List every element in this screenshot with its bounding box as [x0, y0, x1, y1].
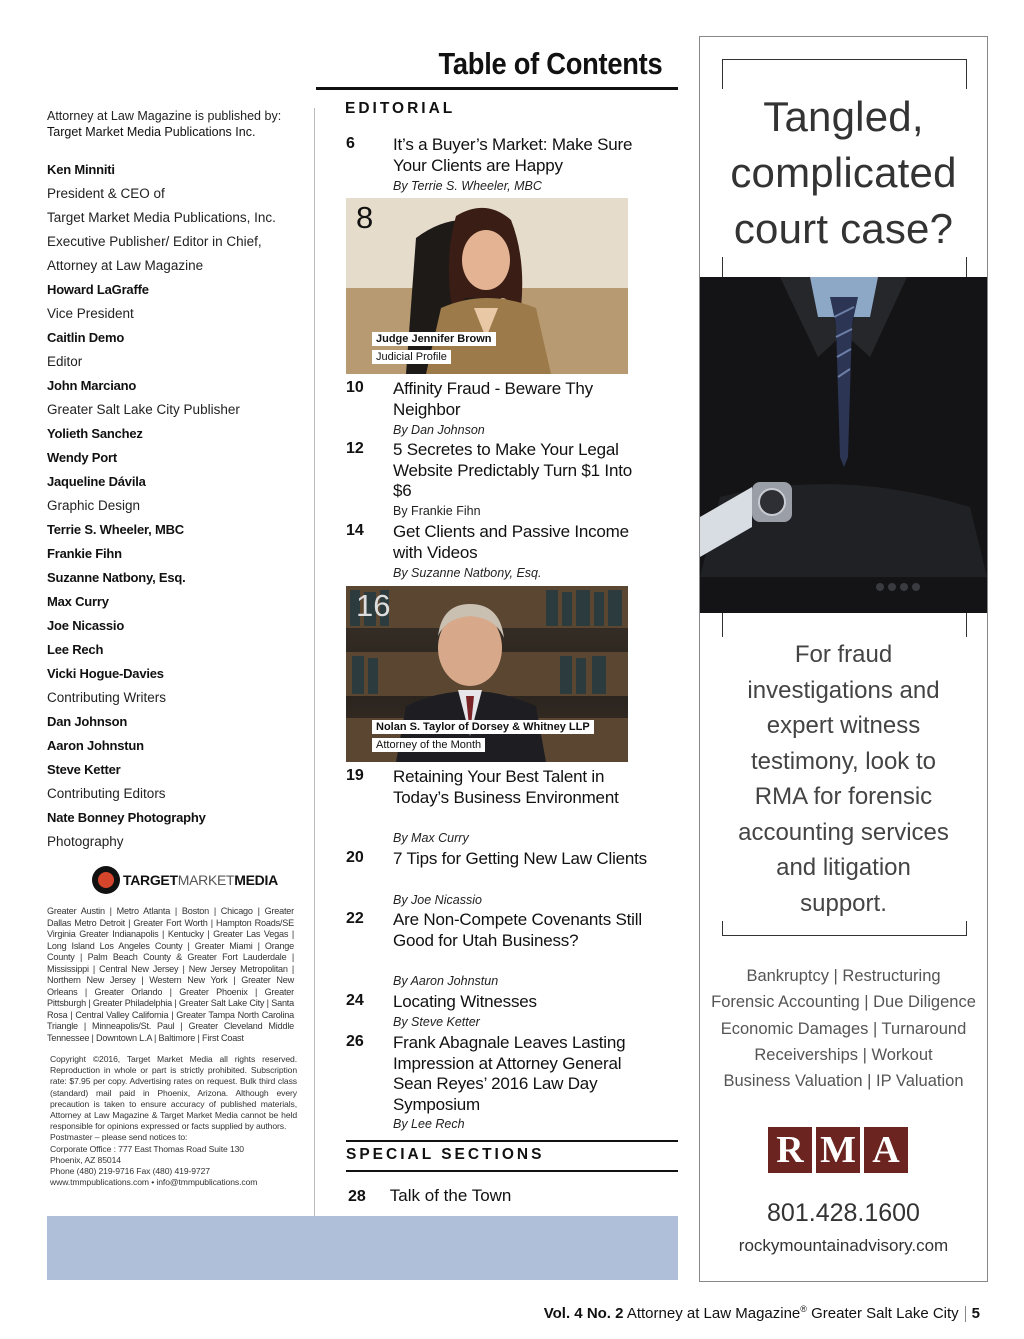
feature-caption-name: Nolan S. Taylor of Dorsey & Whitney LLP: [372, 720, 594, 734]
ad-service-line: Economic Damages | Turnaround: [720, 1019, 967, 1038]
article-title: Are Non-Compete Covenants Still Good for Utah Business?: [393, 910, 642, 950]
publisher-name: Target Market Media Publications Inc.: [47, 125, 256, 139]
staff-name: Steve Ketter: [47, 762, 121, 777]
staff-role: Vice President: [47, 306, 134, 321]
staff-name: Howard LaGraffe: [47, 282, 149, 297]
column-divider: [314, 108, 315, 1216]
ad-body-line: For fraud: [794, 641, 893, 668]
article-author: By Suzanne Natbony, Esq.: [393, 566, 542, 580]
markets-list: Greater Austin | Metro Atlanta | Boston | Chicago | Greater Dallas Metro Detroit | Greater Fort Worth | Hampton Roads/SE Virginia Greater Indianapolis | Kentucky | Greater Las Vegas | Long Island Los Angeles County | Greater Miami | Orange County | Palm Beach County & Greater Fort Lauderdale | Mississippi | Central New Jersey | New Jersey Metropolitan | Northern New Jersey | Western New York | Greater New Orleans | Greater Orlando | Greater Phoenix | Greater Pittsburgh | Greater Philadelphia | Greater Salt Lake City | Santa Rosa | Central Valley California | Greater Tampa North Carolina Triangle | Minneapolis/St. Paul | Greater Cleveland Middle Tennessee | Downtown L.A | Baltimore | First Coast: [47, 906, 294, 1043]
ad-service-line: Business Valuation | IP Valuation: [723, 1072, 964, 1091]
staff-name: Aaron Johnstun: [47, 738, 144, 753]
ad-body-line: accounting services: [738, 818, 949, 846]
special-sections-heading: SPECIAL SECTIONS: [346, 1146, 545, 1163]
article-author: By Joe Nicassio: [393, 893, 482, 907]
staff-role: President & CEO of: [47, 186, 165, 201]
article-title: It’s a Buyer’s Market: Make Sure Your Clients are Happy: [393, 135, 633, 175]
article-title: Affinity Fraud - Beware Thy Neighbor: [393, 379, 593, 419]
copyright-text: Copyright ©2016, Target Market Media all rights reserved. Reproduction in whole or part is strictly prohibited. Subscription rate: $7.95 per copy. Advertising rates on request. Bulk third class (standard) mail paid in Phoenix, Arizona. Although every precaution is taken to ensure accuracy of published materials, Attorney at Law Magazine & Target Market Media cannot be held responsible for opinions expressed or facts supplied by authors.: [50, 1054, 297, 1132]
page-number: 10: [346, 379, 364, 396]
staff-role: Greater Salt Lake City Publisher: [47, 402, 240, 417]
ad-body: [700, 637, 987, 921]
staff-name: Frankie Fihn: [47, 546, 122, 561]
special-sections-rule-bottom: [346, 1170, 678, 1172]
footer-separator: [965, 1306, 966, 1322]
article-title: 5 Secretes to Make Your Legal Website Predictably Turn $1 Into $6: [393, 440, 632, 500]
feature-page-number: 16: [356, 588, 391, 623]
rma-logo: [768, 1127, 908, 1173]
logo-mark-icon: [92, 866, 120, 894]
target-market-media-logo: [92, 866, 278, 894]
special-sections-rule-top: [346, 1140, 678, 1142]
staff-role: Contributing Editors: [47, 786, 166, 801]
staff-role: Graphic Design: [47, 498, 141, 513]
page-number: 24: [346, 992, 364, 1009]
staff-name: Suzanne Natbony, Esq.: [47, 570, 186, 585]
page-number: 14: [346, 522, 364, 539]
page-number: 22: [346, 910, 364, 927]
article-author: By Terrie S. Wheeler, MBC: [393, 179, 542, 193]
ad-services: [700, 963, 987, 1094]
footer-magazine: Attorney at Law Magazine: [626, 1305, 801, 1322]
staff-role: Photography: [47, 834, 124, 849]
rma-advertisement[interactable]: [699, 36, 988, 1282]
masthead: [47, 108, 302, 854]
ad-body-line: RMA for forensic: [754, 783, 933, 810]
staff-name: Terrie S. Wheeler, MBC: [47, 522, 184, 537]
ad-body-line: testimony, look to: [751, 747, 936, 775]
feature-photo-attorney-of-the-month[interactable]: [346, 586, 628, 762]
staff-list: [47, 158, 302, 854]
article-author: By Steve Ketter: [393, 1015, 480, 1029]
staff-name: Jaqueline Dávila: [47, 474, 146, 489]
logo-text: [123, 872, 278, 888]
publisher-intro: [47, 108, 302, 140]
article-title: Locating Witnesses: [393, 992, 537, 1011]
article-author: By Lee Rech: [393, 1117, 465, 1131]
logo-word-media: MEDIA: [234, 872, 278, 888]
portrait-woman-image: [346, 198, 628, 374]
ad-phone-number[interactable]: 801.428.1600: [767, 1199, 920, 1227]
page-number: 19: [346, 767, 364, 784]
staff-role: Contributing Writers: [47, 690, 167, 705]
article-author: By Dan Johnson: [393, 423, 485, 437]
ad-headline: [700, 89, 987, 257]
staff-name: Nate Bonney Photography: [47, 810, 206, 825]
page-number: 20: [346, 849, 364, 866]
publisher-intro-line1: Attorney at Law Magazine is published by:: [47, 109, 282, 123]
businessman-photo: [700, 277, 987, 613]
page-number: 6: [346, 135, 355, 152]
logo-word-target: ARGET: [130, 872, 178, 888]
article-title: Retaining Your Best Talent in Today’s Business Environment: [393, 767, 619, 807]
staff-name: Wendy Port: [47, 450, 117, 465]
footer-color-band: [47, 1216, 678, 1280]
address-line-1: Corporate Office : 777 East Thomas Road Suite 130: [50, 1143, 244, 1154]
staff-role: Attorney at Law Magazine: [47, 258, 204, 273]
staff-name: Caitlin Demo: [47, 330, 125, 345]
article-author: By Aaron Johnstun: [393, 974, 499, 988]
staff-name: John Marciano: [47, 378, 137, 393]
rma-logo-letter: M: [816, 1127, 860, 1173]
article-title: Get Clients and Passive Income with Videos: [393, 522, 629, 562]
ad-website-link[interactable]: rockymountainadvisory.com: [738, 1236, 949, 1255]
staff-name: Lee Rech: [47, 642, 104, 657]
article-author: By Frankie Fihn: [393, 504, 481, 518]
ad-service-line: Bankruptcy | Restructuring: [746, 967, 941, 985]
footer-volume: Vol. 4 No. 2: [543, 1305, 624, 1322]
ad-body-line: and litigation: [776, 854, 911, 881]
ad-service-line: Receiverships | Workout: [754, 1045, 933, 1064]
ad-headline-line: Tangled,: [763, 93, 924, 140]
footer-page-number: 5: [971, 1305, 980, 1322]
ad-body-line: investigations and: [747, 676, 940, 704]
staff-role: Executive Publisher/ Editor in Chief,: [47, 234, 262, 249]
logo-word-market: MARKET: [177, 872, 235, 888]
page-number: 26: [346, 1033, 364, 1050]
postmaster-line: Postmaster – please send notices to:: [50, 1132, 188, 1143]
feature-caption-role: Judicial Profile: [372, 350, 451, 364]
phone-fax-line: Phone (480) 219-9716 Fax (480) 419-9727: [50, 1166, 210, 1177]
article-title: Talk of the Town: [389, 1186, 512, 1205]
logo-letter-t: T: [123, 872, 131, 888]
staff-name: Yolieth Sanchez: [47, 426, 143, 441]
rma-logo-letter: A: [864, 1127, 908, 1173]
staff-role: Editor: [47, 354, 83, 369]
ad-headline-line: court case?: [733, 205, 954, 252]
toc-entry-special[interactable]: [348, 1186, 511, 1206]
businessman-image: [700, 277, 987, 613]
article-title: 7 Tips for Getting New Law Clients: [393, 849, 647, 868]
title-rule: [316, 87, 678, 90]
staff-name: Max Curry: [47, 594, 109, 609]
copyright-block: [50, 1054, 297, 1188]
article-author: By Max Curry: [393, 831, 469, 845]
staff-name: Ken Minniti: [47, 162, 115, 177]
staff-role: Target Market Media Publications, Inc.: [47, 210, 276, 225]
staff-name: Vicki Hogue-Davies: [47, 666, 164, 681]
staff-name: Joe Nicassio: [47, 618, 125, 633]
editorial-heading: EDITORIAL: [345, 100, 456, 117]
ad-headline-line: complicated: [730, 149, 957, 196]
address-line-2: Phoenix, AZ 85014: [50, 1154, 121, 1165]
feature-photo-judicial-profile[interactable]: [346, 198, 628, 374]
rma-logo-letter: R: [768, 1127, 812, 1173]
ad-service-line: Forensic Accounting | Due Diligence: [711, 993, 976, 1012]
article-title: Frank Abagnale Leaves Lasting Impression at Attorney General Sean Reyes’ 2016 Law Day Symposium: [393, 1033, 626, 1114]
footer-city: Greater Salt Lake City: [811, 1305, 959, 1322]
feature-caption-name: Judge Jennifer Brown: [372, 332, 496, 346]
feature-caption-role: Attorney of the Month: [372, 738, 485, 752]
staff-name: Dan Johnson: [47, 714, 128, 729]
ad-body-line: support.: [800, 889, 887, 917]
web-email-line: www.tmmpublications.com • info@tmmpublications.com: [50, 1177, 258, 1188]
page-number: 12: [346, 440, 364, 457]
footer-registered-mark: ®: [800, 1304, 807, 1314]
feature-page-number: 8: [356, 200, 374, 235]
page-number: 28: [348, 1188, 366, 1205]
page-title: Table of Contents: [438, 46, 662, 81]
ad-body-line: expert witness: [766, 712, 921, 739]
page-footer: [544, 1304, 980, 1322]
